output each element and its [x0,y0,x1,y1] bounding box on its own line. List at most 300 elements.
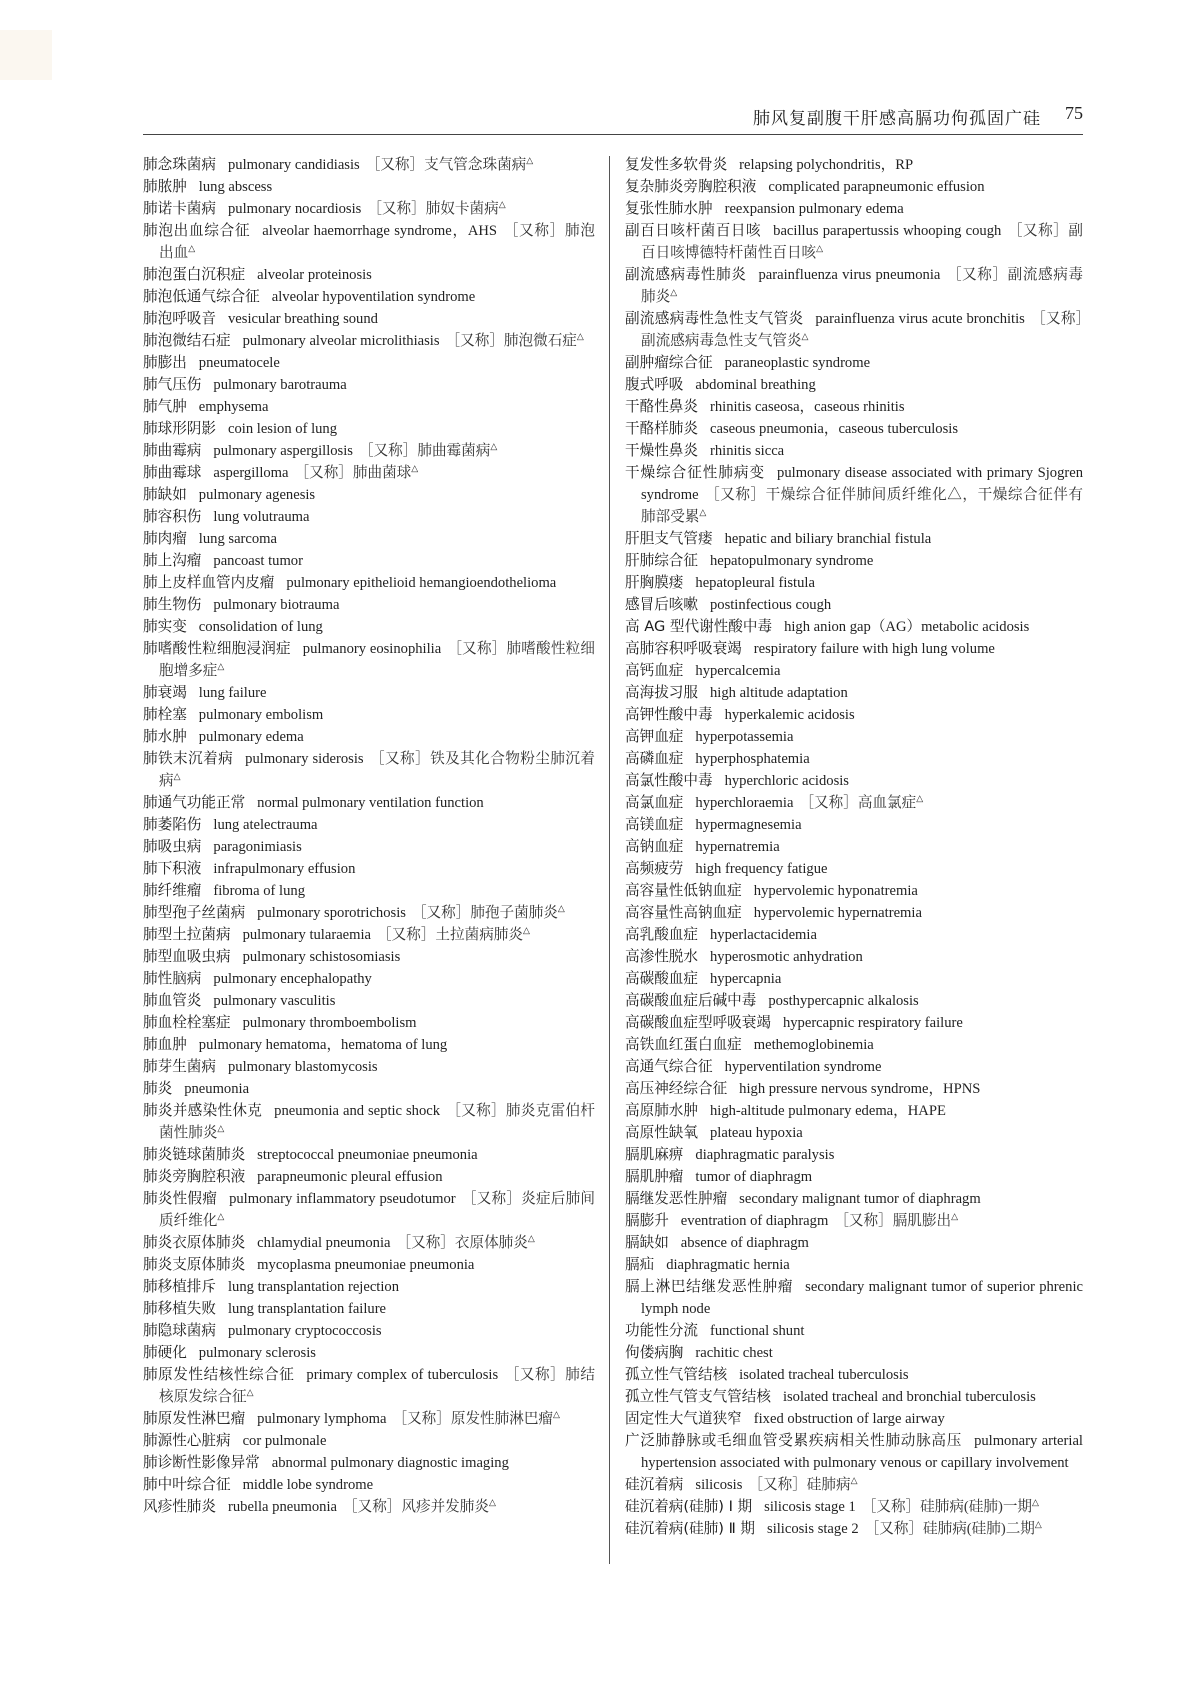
entry-alias: ［又称］支气管念珠菌病 [365,157,527,173]
glossary-entry [625,572,1083,594]
entry-alias: ［又称］副百日咳博德特杆菌性百日咳 [641,223,1083,261]
triangle-mark-icon: △ [557,903,565,914]
entry-english-term: pulmonary candidiasis [227,157,360,173]
entry-english-term: hyperpotassemia [695,729,794,745]
entry-chinese-term: 肺炎性假瘤 [143,1190,218,1207]
header-title: 肺风复副腹干肝感高膈功佝孤固广硅 [753,109,1041,129]
entry-english-term: pulmonary nocardiosis [227,201,362,217]
glossary-entry [143,396,595,418]
glossary-entry [625,1430,1083,1474]
glossary-entry [625,1496,1083,1518]
entry-english-term: silicosis stage 2 [767,1521,859,1537]
entry-alias: ［又称］衣原体肺炎 [396,1235,528,1251]
triangle-mark-icon: △ [217,1211,225,1222]
glossary-entry [625,1056,1083,1078]
entry-chinese-term: 高 AG 型代谢性酸中毒 [625,618,773,635]
glossary-entry [625,1276,1083,1320]
glossary-entry [143,1452,595,1474]
glossary-entry [625,638,1083,660]
entry-alias: ［又称］副流感病毒急性支气管炎 [641,311,1083,349]
entry-english-term: high anion gap（AG）metabolic acidosis [784,619,1030,635]
entry-chinese-term: 肺原发性淋巴瘤 [143,1410,246,1427]
glossary-entry [625,176,1083,198]
entry-chinese-term: 肺纤维瘤 [143,882,202,899]
entry-english-term: pulmonary blastomycosis [227,1059,378,1075]
entry-english-term: hepatopleural fistula [695,575,815,591]
entry-chinese-term: 肺炎链球菌肺炎 [143,1146,246,1163]
entry-english-term: normal pulmonary ventilation function [257,795,484,811]
entry-english-term: posthypercapnic alkalosis [768,993,919,1009]
entry-chinese-term: 高氯性酸中毒 [625,772,713,789]
entry-chinese-term: 副肿瘤综合征 [625,354,713,371]
entry-chinese-term: 肺念珠菌病 [143,156,216,173]
entry-english-term: secondary malignant tumor of superior phrenic lymph node [641,1279,1083,1317]
entry-english-term: hyperventilation syndrome [724,1059,882,1075]
entry-alias: ［又称］炎症后肺间质纤维化 [159,1191,595,1229]
glossary-entry [143,352,595,374]
entry-english-term: vesicular breathing sound [227,311,378,327]
triangle-mark-icon: △ [217,661,225,672]
triangle-mark-icon: △ [801,331,809,342]
entry-chinese-term: 肝胸膜瘘 [625,574,684,591]
entry-english-term: plateau hypoxia [709,1125,803,1141]
glossary-entry [625,1012,1083,1034]
triangle-mark-icon: △ [553,1409,560,1420]
entry-english-term: silicosis [695,1477,743,1493]
glossary-entry [143,616,595,638]
glossary-entry [625,1232,1083,1254]
entry-english-term: lung transplantation rejection [227,1279,400,1295]
entry-english-term: alveolar haemorrhage syndrome，AHS [262,223,498,239]
entry-english-term: secondary malignant tumor of diaphragm [739,1191,981,1207]
glossary-entry [625,660,1083,682]
glossary-entry [143,1320,595,1342]
entry-chinese-term: 风疹性肺炎 [143,1498,216,1515]
glossary-entry [625,528,1083,550]
entry-chinese-term: 高海拔习服 [625,684,698,701]
entry-english-term: rachitic chest [695,1345,773,1361]
entry-chinese-term: 膈膨升 [625,1212,669,1229]
scan-corner-mark [0,30,52,80]
entry-english-term: chlamydial pneumonia [257,1235,391,1251]
glossary-entry [143,286,595,308]
glossary-entry [625,374,1083,396]
entry-english-term: respiratory failure with high lung volume [753,641,995,657]
entry-chinese-term: 肺炎支原体肺炎 [143,1256,246,1273]
entry-chinese-term: 肺原发性结核性综合征 [143,1366,295,1383]
entry-english-term: complicated parapneumonic effusion [768,179,985,195]
entry-chinese-term: 高容量性低钠血症 [625,882,742,899]
entry-english-term: alveolar proteinosis [257,267,372,283]
entry-chinese-term: 高乳酸血症 [625,926,698,943]
entry-english-term: streptococcal pneumoniae pneumonia [257,1147,478,1163]
entry-alias: ［又称］副流感病毒肺炎 [641,267,1083,305]
left-column [143,154,595,1518]
entry-alias: ［又称］肺泡出血 [159,223,595,261]
entry-english-term: aspergilloma [213,465,289,481]
entry-english-term: pneumonia [184,1081,250,1097]
entry-english-term: hyperosmotic anhydration [709,949,863,965]
entry-chinese-term: 肺芽生菌病 [143,1058,216,1075]
entry-english-term: high pressure nervous syndrome，HPNS [739,1081,981,1097]
entry-english-term: abnormal pulmonary diagnostic imaging [271,1455,509,1471]
entry-english-term: pulmonary lymphoma [257,1411,387,1427]
entry-chinese-term: 肺容积伤 [143,508,202,525]
glossary-entry [625,594,1083,616]
entry-english-term: lung atelectrauma [213,817,318,833]
glossary-entry [143,374,595,396]
entry-chinese-term: 肺炎并感染性休克 [143,1102,263,1119]
entry-chinese-term: 肺型血吸虫病 [143,948,231,965]
entry-chinese-term: 肺移植排斥 [143,1278,216,1295]
entry-english-term: pulmonary embolism [198,707,324,723]
entry-english-term: pulmonary cryptococcosis [227,1323,382,1339]
entry-chinese-term: 孤立性气管结核 [625,1366,728,1383]
entry-chinese-term: 肺脓肿 [143,178,187,195]
entry-english-term: pulmonary tularaemia [242,927,372,943]
glossary-entry [625,880,1083,902]
glossary-entry [625,396,1083,418]
entry-chinese-term: 副流感病毒性肺炎 [625,266,747,283]
entry-english-term: silicosis stage 1 [764,1499,856,1515]
glossary-entry [625,1100,1083,1122]
glossary-entry [625,308,1083,352]
entry-chinese-term: 高原性缺氧 [625,1124,698,1141]
triangle-mark-icon: △ [951,1211,958,1222]
entry-english-term: hepatopulmonary syndrome [709,553,874,569]
entry-chinese-term: 肺移植失败 [143,1300,216,1317]
glossary-entry [625,418,1083,440]
entry-alias: ［又称］膈肌膨出 [834,1213,952,1229]
glossary-entry [625,220,1083,264]
entry-chinese-term: 肺铁末沉着病 [143,750,234,767]
entry-chinese-term: 高频疲劳 [625,860,684,877]
glossary-entry [143,1254,595,1276]
glossary-entry [625,1342,1083,1364]
entry-english-term: hyperkalemic acidosis [724,707,855,723]
triangle-mark-icon: △ [217,1123,225,1134]
entry-chinese-term: 肺球形阴影 [143,420,216,437]
entry-chinese-term: 肺气肿 [143,398,187,415]
entry-chinese-term: 肺泡微结石症 [143,332,231,349]
entry-english-term: rhinitis caseosa，caseous rhinitis [709,399,905,415]
entry-english-term: lung abscess [198,179,273,195]
entry-english-term: hyperlactacidemia [709,927,817,943]
entry-english-term: mycoplasma pneumoniae pneumonia [257,1257,475,1273]
entry-chinese-term: 膈疝 [625,1256,655,1273]
entry-english-term: hyperphosphatemia [695,751,810,767]
glossary-entry [143,1056,595,1078]
entry-english-term: pulmonary arterial hypertension associated with pulmonary venous or capillary involvement [641,1433,1083,1471]
entry-english-term: parainfluenza virus pneumonia [758,267,941,283]
entry-english-term: hyperchloric acidosis [724,773,849,789]
glossary-entry [625,1320,1083,1342]
entry-alias: ［又称］土拉菌病肺炎 [377,927,523,943]
entry-english-term: absence of diaphragm [680,1235,809,1251]
entry-chinese-term: 高通气综合征 [625,1058,713,1075]
entry-english-term: lung transplantation failure [227,1301,387,1317]
triangle-mark-icon: △ [527,1233,535,1244]
entry-english-term: hepatic and biliary branchial fistula [724,531,932,547]
entry-chinese-term: 肺曲霉球 [143,464,202,481]
entry-alias: ［又称］硅肺病(硅肺)一期 [861,1499,1033,1515]
glossary-entry [143,946,595,968]
glossary-entry [143,968,595,990]
entry-chinese-term: 肺泡蛋白沉积症 [143,266,246,283]
entry-chinese-term: 肺血栓栓塞症 [143,1014,231,1031]
entry-english-term: pulmonary barotrauma [213,377,347,393]
glossary-entry [625,902,1083,924]
entry-english-term: rubella pneumonia [227,1499,337,1515]
glossary-entry [143,1496,595,1518]
entry-chinese-term: 高钾血症 [625,728,684,745]
entry-english-term: pneumatocele [198,355,280,371]
glossary-entry [625,1034,1083,1056]
entry-chinese-term: 复发性多软骨炎 [625,156,728,173]
glossary-entry [625,462,1083,528]
entry-chinese-term: 高铁血红蛋白血症 [625,1036,742,1053]
entry-alias: ［又称］肺奴卡菌病 [367,201,499,217]
entry-chinese-term: 肺吸虫病 [143,838,202,855]
entry-chinese-term: 膈上淋巴结继发恶性肿瘤 [625,1278,794,1295]
entry-english-term: abdominal breathing [695,377,816,393]
entry-chinese-term: 肺上皮样血管内皮瘤 [143,574,275,591]
entry-english-term: hypernatremia [695,839,780,855]
glossary-entry [625,792,1083,814]
glossary-entry [143,704,595,726]
entry-english-term: methemoglobinemia [753,1037,874,1053]
entry-english-term: caseous pneumonia，caseous tuberculosis [709,421,959,437]
entry-chinese-term: 干酪性鼻炎 [625,398,698,415]
entry-english-term: postinfectious cough [709,597,832,613]
entry-chinese-term: 功能性分流 [625,1322,698,1339]
entry-english-term: consolidation of lung [198,619,323,635]
entry-chinese-term: 广泛肺静脉或毛细血管受累疾病相关性肺动脉高压 [625,1432,963,1449]
entry-english-term: lung failure [198,685,267,701]
entry-alias: ［又称］肺结核原发综合征 [159,1367,595,1405]
entry-chinese-term: 佝偻病胸 [625,1344,684,1361]
entry-chinese-term: 肺缺如 [143,486,187,503]
entry-english-term: pulmonary thromboembolism [242,1015,417,1031]
entry-chinese-term: 肺型土拉菌病 [143,926,231,943]
entry-alias: ［又称］肺曲菌球 [294,465,412,481]
entry-english-term: middle lobe syndrome [242,1477,374,1493]
entry-chinese-term: 感冒后咳嗽 [625,596,698,613]
entry-chinese-term: 肺实变 [143,618,187,635]
entry-chinese-term: 干燥性鼻炎 [625,442,698,459]
glossary-entry [625,1166,1083,1188]
entry-chinese-term: 高钾性酸中毒 [625,706,713,723]
entry-english-term: high altitude adaptation [709,685,848,701]
entry-english-term: pulmonary alveolar microlithiasis [242,333,440,349]
entry-english-term: pulmonary biotrauma [213,597,340,613]
entry-chinese-term: 高碳酸血症型呼吸衰竭 [625,1014,771,1031]
triangle-mark-icon: △ [850,1475,858,1486]
running-header [143,98,1083,135]
glossary-entry [143,1034,595,1056]
entry-chinese-term: 高原肺水肿 [625,1102,698,1119]
entry-chinese-term: 硅沉着病 [625,1476,684,1493]
entry-english-term: relapsing polychondritis，RP [739,157,914,173]
triangle-mark-icon: △ [699,507,707,518]
entry-chinese-term: 高渗性脱水 [625,948,698,965]
entry-alias: ［又称］原发性肺淋巴瘤 [392,1411,554,1427]
entry-alias: ［又称］肺嗜酸性粒细胞增多症 [159,641,595,679]
entry-english-term: pulmanory eosinophilia [302,641,442,657]
glossary-entry [625,616,1083,638]
entry-chinese-term: 膈肌麻痹 [625,1146,684,1163]
triangle-mark-icon: △ [916,793,924,804]
glossary-entry [143,836,595,858]
entry-english-term: diaphragmatic paralysis [695,1147,835,1163]
triangle-mark-icon: △ [411,463,419,474]
glossary-entry [143,1342,595,1364]
glossary-entry [143,1408,595,1430]
entry-english-term: cor pulmonale [242,1433,327,1449]
entry-chinese-term: 副流感病毒性急性支气管炎 [625,310,804,327]
entry-chinese-term: 肺炎 [143,1080,173,1097]
entry-english-term: fibroma of lung [213,883,305,899]
entry-chinese-term: 膈缺如 [625,1234,669,1251]
entry-english-term: parapneumonic pleural effusion [257,1169,443,1185]
entry-chinese-term: 高碳酸血症后碱中毒 [625,992,757,1009]
entry-english-term: pancoast tumor [213,553,303,569]
entry-chinese-term: 肺气压伤 [143,376,202,393]
glossary-entry [625,748,1083,770]
entry-english-term: isolated tracheal tuberculosis [739,1367,909,1383]
triangle-mark-icon: △ [490,441,498,452]
entry-chinese-term: 肝肺综合征 [625,552,698,569]
entry-english-term: lung sarcoma [198,531,278,547]
entry-chinese-term: 高钙血症 [625,662,684,679]
glossary-entry [143,792,595,814]
entry-chinese-term: 高镁血症 [625,816,684,833]
entry-alias: ［又称］肺炎克雷伯杆菌性肺炎 [159,1103,595,1141]
entry-chinese-term: 肺型孢子丝菌病 [143,904,246,921]
entry-chinese-term: 肺炎旁胸腔积液 [143,1168,246,1185]
entry-english-term: tumor of diaphragm [695,1169,813,1185]
entry-chinese-term: 肺水肿 [143,728,187,745]
entry-english-term: functional shunt [709,1323,805,1339]
entry-english-term: pulmonary sporotrichosis [257,905,406,921]
entry-chinese-term: 固定性大气道狭窄 [625,1410,742,1427]
entry-chinese-term: 肺泡呼吸音 [143,310,216,327]
glossary-entry [143,1188,595,1232]
glossary-entry [143,440,595,462]
glossary-entry [143,1232,595,1254]
triangle-mark-icon: △ [816,243,824,254]
glossary-entry [625,1254,1083,1276]
entry-english-term: pulmonary encephalopathy [213,971,372,987]
entry-chinese-term: 肺曲霉病 [143,442,202,459]
entry-english-term: high-altitude pulmonary edema，HAPE [709,1103,946,1119]
entry-english-term: rhinitis sicca [709,443,785,459]
entry-english-term: emphysema [198,399,269,415]
entry-english-term: reexpansion pulmonary edema [724,201,904,217]
glossary-entry [143,1078,595,1100]
entry-chinese-term: 肺泡低通气综合征 [143,288,260,305]
column-divider [609,156,610,1564]
entry-english-term: high frequency fatigue [695,861,828,877]
glossary-entry [625,1144,1083,1166]
entry-chinese-term: 复张性肺水肿 [625,200,713,217]
entry-chinese-term: 高肺容积呼吸衰竭 [625,640,742,657]
glossary-entry [143,924,595,946]
entry-english-term: infrapulmonary effusion [213,861,356,877]
entry-alias: ［又称］高血氯症 [799,795,917,811]
glossary-entry [143,330,595,352]
entry-chinese-term: 硅沉着病(硅肺) Ⅱ 期 [625,1520,756,1537]
entry-chinese-term: 高氯血症 [625,794,684,811]
triangle-mark-icon: △ [526,155,534,166]
page-number: 75 [1065,103,1083,123]
entry-english-term: primary complex of tuberculosis [306,1367,499,1383]
entry-alias: ［又称］肺泡微石症 [445,333,577,349]
glossary-entry [143,198,595,220]
entry-chinese-term: 肺衰竭 [143,684,187,701]
glossary-entry [625,1364,1083,1386]
entry-chinese-term: 肺下积液 [143,860,202,877]
glossary-entry [625,924,1083,946]
glossary-entry [143,1166,595,1188]
entry-english-term: pulmonary inflammatory pseudotumor [229,1191,456,1207]
glossary-entry [625,352,1083,374]
entry-english-term: hypercalcemia [695,663,781,679]
glossary-entry [625,858,1083,880]
entry-english-term: paragonimiasis [213,839,302,855]
glossary-entry [143,880,595,902]
entry-alias: ［又称］硅肺病(硅肺)二期 [864,1521,1035,1537]
triangle-mark-icon: △ [188,243,196,254]
entry-chinese-term: 膈继发恶性肿瘤 [625,1190,728,1207]
entry-chinese-term: 肺栓塞 [143,706,187,723]
glossary-entry [143,1100,595,1144]
entry-chinese-term: 高压神经综合征 [625,1080,728,1097]
glossary-entry [143,1430,595,1452]
triangle-mark-icon: △ [246,1387,254,1398]
entry-english-term: hypercapnic respiratory failure [782,1015,963,1031]
glossary-entry [625,1518,1083,1540]
entry-english-term: alveolar hypoventilation syndrome [271,289,476,305]
entry-english-term: diaphragmatic hernia [666,1257,790,1273]
glossary-entry [625,1210,1083,1232]
glossary-entry [143,506,595,528]
triangle-mark-icon: △ [173,771,181,782]
glossary-entry [143,264,595,286]
glossary-entry [625,814,1083,836]
glossary-entry [143,308,595,330]
entry-english-term: hypervolemic hypernatremia [753,905,922,921]
glossary-entry [143,902,595,924]
glossary-entry [143,462,595,484]
glossary-entry [625,968,1083,990]
glossary-entry [143,484,595,506]
glossary-entry [143,418,595,440]
entry-alias: ［又称］肺孢子菌肺炎 [411,905,558,921]
entry-english-term: hyperchloraemia [695,795,794,811]
entry-english-term: pulmonary vasculitis [213,993,336,1009]
glossary-entry [143,858,595,880]
glossary-entry [625,1078,1083,1100]
glossary-entry [143,550,595,572]
triangle-mark-icon: △ [498,199,506,210]
entry-chinese-term: 孤立性气管支气管结核 [625,1388,771,1405]
glossary-entry [625,682,1083,704]
glossary-entry [143,748,595,792]
entry-english-term: coin lesion of lung [227,421,338,437]
glossary-entry [625,198,1083,220]
glossary-entry [625,440,1083,462]
